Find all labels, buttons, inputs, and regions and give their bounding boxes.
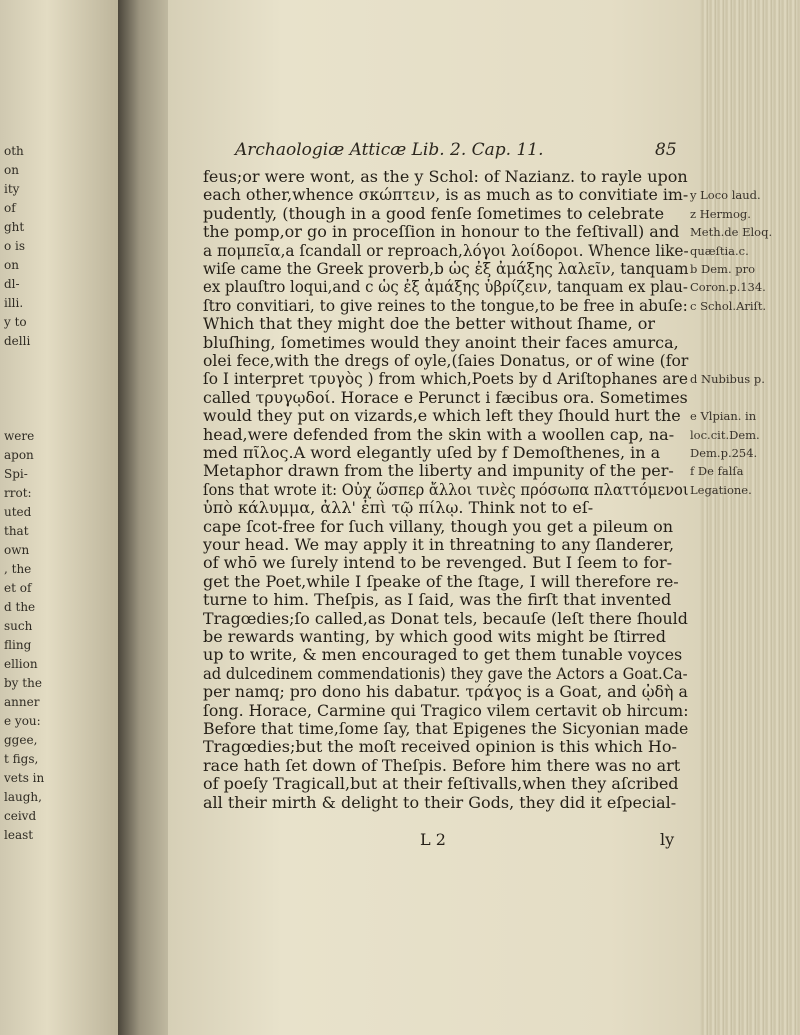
text-line: Before that time,ſome ſay, that Epigenes the Sicyonian made: [203, 719, 689, 738]
text-line: the pomp,or go in proceſſion in honour to the feſtivall) and: [203, 222, 680, 242]
text-line: all their mirth & delight to their Gods, they did it eſpecial-: [203, 792, 677, 812]
bleed-word: ity: [4, 182, 20, 196]
catchword: ly: [660, 830, 675, 849]
bleed-word: et of: [4, 581, 32, 595]
margin-note: Dem.p.254.: [690, 446, 758, 460]
margin-note: y Loco laud.: [690, 188, 761, 203]
text-line: ex plauſtro loqui,and c ὡς ἐξ ἀμάξης ὑβρίζειν, tanquam ex plau-: [203, 277, 688, 297]
text-line: Which that they might doe the better without ſhame, or: [203, 314, 656, 334]
text-line: get the Poet,while I ſpeake of the ſtage, I will therefore re-: [203, 571, 679, 591]
text-line: called τρυγῳδοί. Horace e Perunct i fæcibus ora. Sometimes: [203, 387, 688, 407]
margin-note: Coron.p.134.: [690, 280, 766, 295]
bleed-word: y to: [4, 315, 27, 329]
margin-note: quæſtia.c.: [690, 243, 749, 258]
previous-page-edge: [0, 0, 118, 1035]
bleed-word: such: [4, 619, 33, 633]
text-line: of whō we ſurely intend to be revenged. But I ſeem to for-: [203, 553, 673, 573]
margin-note: d Nubibus p.: [690, 372, 765, 387]
bleed-word: o is: [4, 239, 26, 253]
margin-note: loc.cit.Dem.: [690, 427, 760, 442]
bleed-word: [4, 373, 28, 386]
bleed-word: uted: [4, 505, 32, 519]
text-line: each other,whence σκώπτειν, is as much as to convitiate im-: [203, 185, 689, 205]
text-line: a πομπεῖα,a ſcandall or reproach,λόγοι λοίδοροι. Whence like-: [203, 240, 689, 260]
text-line: pudently, (though in a good fenſe ſometimes to celebrate: [203, 203, 665, 223]
text-line: ſons that wrote it: Οὐχ ὥσπερ ἄλλοι τινὲς πρόσωπα πλαττόμενοι: [203, 479, 689, 499]
bleed-word: apon: [4, 448, 34, 462]
text-line: per namq; pro dono his dabatur. τράγος is a Goat, and ᾠδὴ a: [203, 682, 688, 702]
bleed-word: that: [4, 524, 29, 538]
text-line: cape ſcot-free for ſuch villany, though you get a pileum on: [203, 516, 674, 536]
text-line: up to write, & men encouraged to get them tunable voyces: [203, 645, 683, 665]
bleed-word: laugh,: [4, 790, 42, 804]
text-line: would they put on vizards,e which left they ſhould hurt the: [203, 406, 681, 426]
text-line: Tragœdies;but the moſt received opinion is this which Ho-: [203, 737, 677, 757]
bleed-word: own: [4, 543, 30, 557]
bleed-word: ght: [4, 220, 25, 234]
bleed-word: least: [4, 828, 34, 842]
margin-note: e Vlpian. in: [690, 409, 757, 424]
bleed-word: t figs,: [4, 752, 39, 766]
text-line: wiſe came the Greek proverb,b ὡς ἐξ ἀμάξης λαλεῖν, tanquam: [203, 259, 689, 278]
bleed-word: vets in: [4, 771, 45, 785]
signature-mark: L 2: [420, 830, 446, 849]
text-line: of poeſy Tragicall,but at their feſtivalls,when they aſcribed: [203, 774, 679, 794]
text-line: bluſhing, ſometimes would they anoint their faces amurca,: [203, 332, 679, 352]
text-line: your head. We may apply it in threatning to any ſlanderer,: [203, 535, 675, 554]
bleed-word: e you:: [4, 714, 41, 728]
bleed-word: of: [4, 201, 16, 215]
bleed-word: [4, 354, 28, 367]
bleed-word: anner: [4, 695, 40, 709]
margin-note: z Hermog.: [690, 206, 751, 221]
page-fore-edge: [700, 0, 800, 1035]
bleed-word: ellion: [4, 657, 38, 671]
text-line: ὑπὸ κάλυμμα, ἀλλ' ἐπὶ τῷ πίλῳ. Think not to eſ-: [203, 498, 594, 518]
bleed-word: [4, 392, 28, 405]
text-line: med πῖλος.A word elegantly uſed by f Demoſthenes, in a: [203, 443, 661, 462]
text-line: head,were defended from the skin with a woollen cap, na-: [203, 424, 675, 444]
margin-note: Legatione.: [690, 482, 752, 497]
text-line: ſtro convitiari, to give reines to the tongue,to be free in abuſe:: [203, 295, 688, 315]
margin-note: c Schol.Ariſt.: [690, 298, 767, 313]
margin-note: f De falſa: [690, 464, 744, 479]
text-line: ſong. Horace, Carmine qui Tragico vilem certavit ob hircum:: [203, 700, 689, 720]
bleed-word: dl-: [4, 277, 20, 291]
bleed-word: on: [4, 258, 19, 272]
bleed-word: were: [4, 429, 35, 443]
running-head-title: Archaologiæ Atticæ Lib. 2. Cap. 11.: [235, 140, 544, 160]
bleed-word: d the: [4, 600, 36, 614]
bleed-word: by the: [4, 676, 42, 690]
bleed-word: , the: [4, 562, 32, 576]
bleed-word: ceivd: [4, 809, 37, 823]
bleed-word: illi.: [4, 296, 24, 310]
text-line: Metaphor drawn from the liberty and impunity of the per-: [203, 461, 674, 481]
margin-note: b Dem. pro: [690, 262, 756, 276]
text-line: feus;or were wont, as the y Schol: of Nazianz. to rayle upon: [203, 167, 688, 186]
bleed-word: fling: [4, 638, 32, 652]
text-line: olei fece,with the dregs of oyle,(ſaies Donatus, or of wine (for: [203, 351, 689, 370]
bleed-word: oth: [4, 144, 24, 158]
text-line: turne to him. Theſpis, as I ſaid, was the firſt that invented: [203, 590, 672, 610]
text-line: Tragœdies;ſo called,as Donat tels, becauſe (leſt there ſhould: [203, 608, 688, 628]
bleed-word: Spi-: [4, 467, 28, 481]
bleed-word: [4, 411, 28, 424]
bleed-word: on: [4, 163, 19, 177]
bleed-word: delli: [4, 334, 31, 348]
margin-note: Meth.de Eloq.: [690, 225, 773, 240]
bleed-word: ggee,: [4, 733, 38, 747]
text-line: be rewards wanting, by which good wits might be ſtirred: [203, 627, 666, 646]
bleed-word: rrot:: [4, 486, 32, 500]
text-line: race hath ſet down of Theſpis. Before him there was no art: [203, 755, 681, 775]
page-number: 85: [655, 140, 677, 160]
running-head: [235, 140, 677, 166]
text-line: ſo I interpret τρυγὸς ) from which,Poets by d Ariſtophanes are: [203, 369, 688, 389]
text-line: ad dulcedinem commendationis) they gave the Actors a Goat.Ca-: [203, 663, 688, 683]
